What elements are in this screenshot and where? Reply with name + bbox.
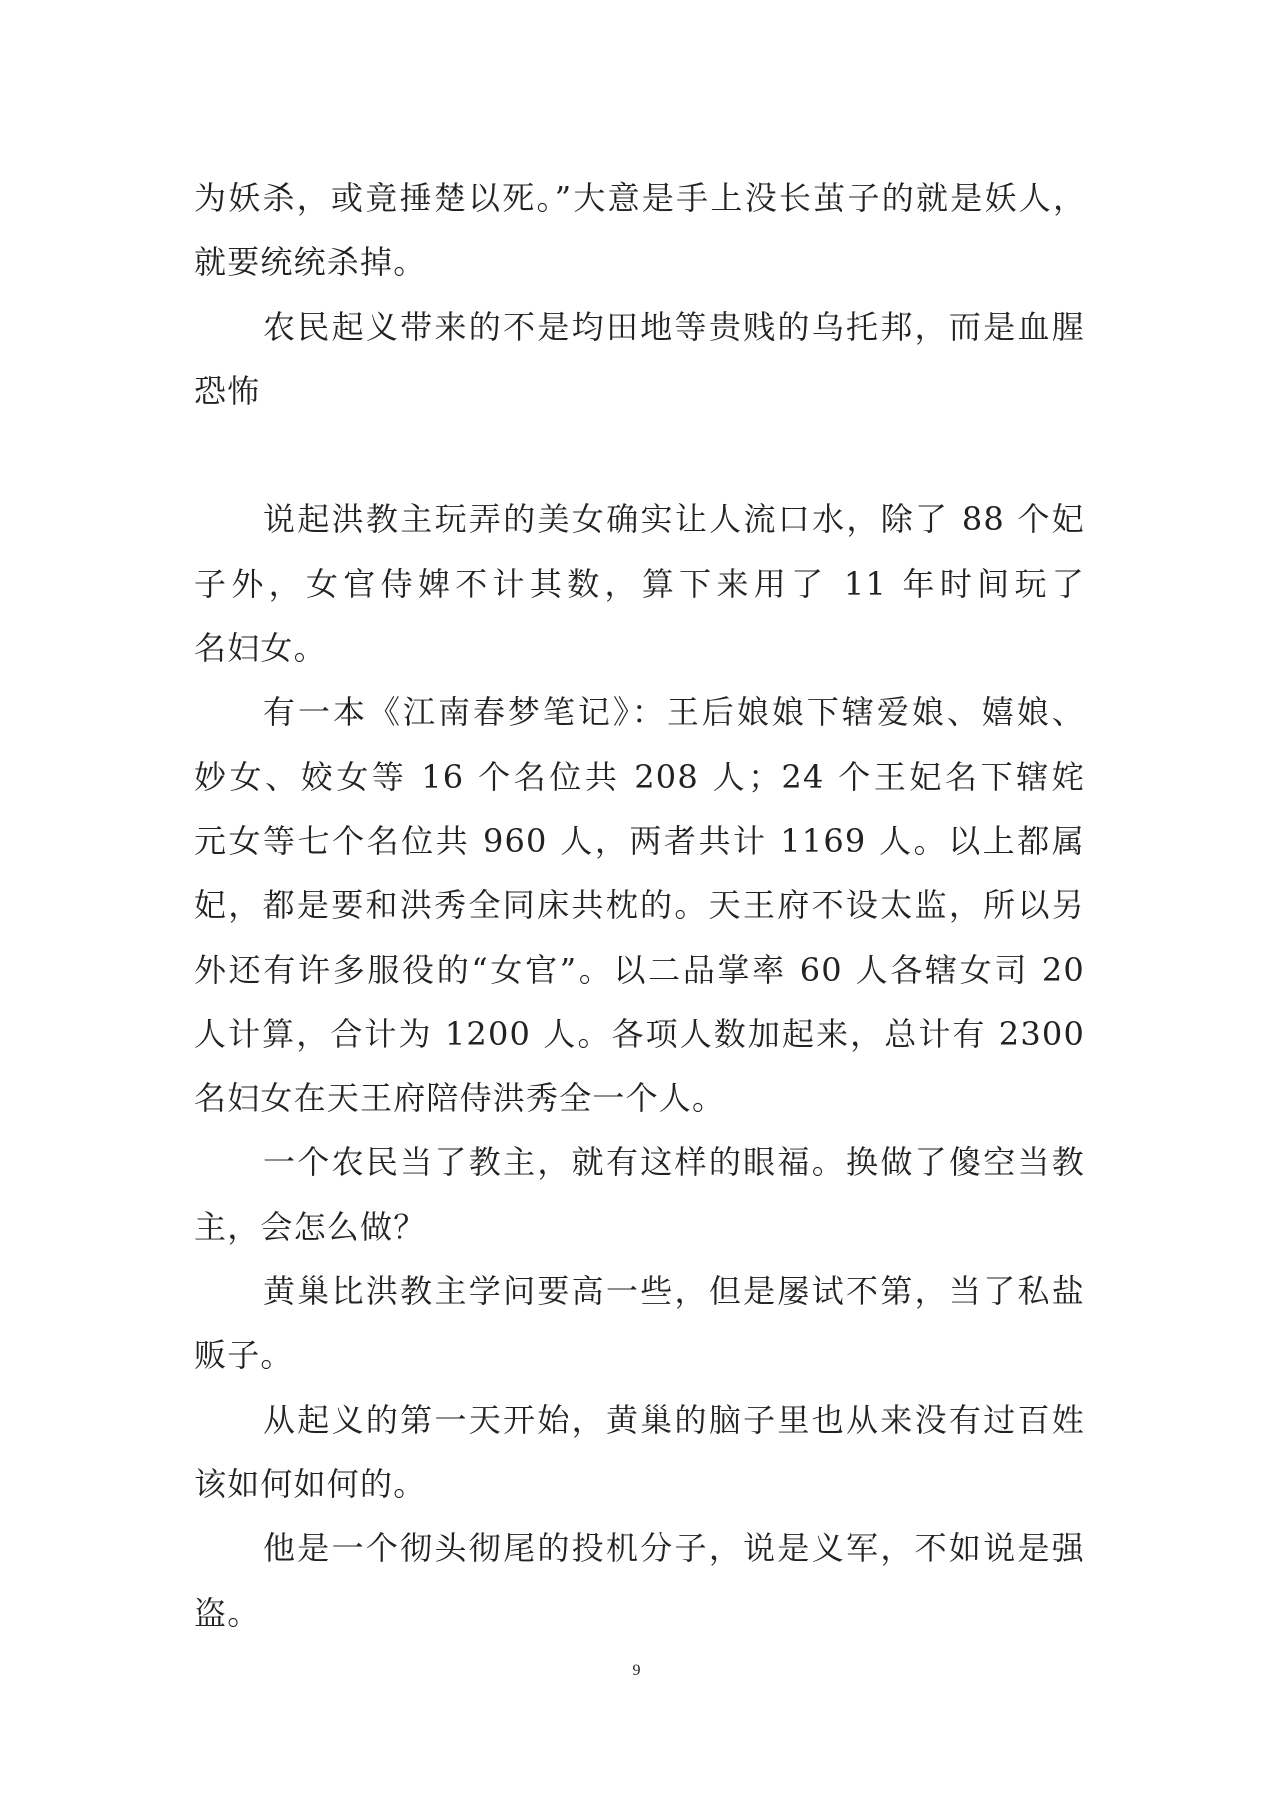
paragraph-line: 贩子。 [194,1336,294,1375]
paragraph [194,487,1085,680]
page-number: 9 [632,1662,641,1679]
paragraph-line: 外还有许多服役的“女官”。以二品掌率 60 人各辖女司 20 [194,950,1085,989]
paragraph [194,1516,1085,1645]
document-body [194,166,1085,1645]
paragraph-line: 为妖杀，或竟捶楚以死。”大意是手上没长茧子的就是妖人， [194,179,1085,217]
paragraph [194,1388,1085,1517]
paragraph-line: 盗。 [194,1593,261,1632]
paragraph-line: 元女等七个名位共 960 人，两者共计 1169 人。以上都属 [194,821,1085,860]
paragraph-line: 妃，都是要和洪秀全同床共枕的。天王府不设太监，所以另 [194,886,1085,925]
paragraph-line: 从起义的第一天开始，黄巢的脑子里也从来没有过百姓 [263,1400,1085,1439]
paragraph-line: 恐怖 [194,371,261,410]
paragraph-line: 妙女、姣女等 16 个名位共 208 人；24 个王妃名下辖姹 [194,757,1085,796]
blank-line [194,423,1085,487]
paragraph [194,680,1085,1130]
paragraph [194,1130,1085,1259]
paragraph-line: 有一本《江南春梦笔记》：王后娘娘下辖爱娘、嬉娘、 [263,693,1085,732]
paragraph-line: 他是一个彻头彻尾的投机分子，说是义军，不如说是强 [263,1529,1085,1568]
paragraph-line: 名妇女。 [194,629,327,668]
paragraph-line: 说起洪教主玩弄的美女确实让人流口水，除了 88 个妃 [263,500,1085,539]
paragraph-line: 名妇女在天王府陪侍洪秀全一个人。 [194,1079,726,1118]
paragraph-line: 该如何如何的。 [194,1464,427,1503]
paragraph-line: 就要统统杀掉。 [194,243,427,282]
paragraph-line: 主，会怎么做？ [194,1207,427,1246]
paragraph-line: 一个农民当了教主，就有这样的眼福。换做了傻空当教 [263,1143,1085,1182]
paragraph-line: 人计算，合计为 1200 人。各项人数加起来，总计有 2300 [194,1014,1085,1053]
paragraph [194,166,1085,295]
paragraph-line: 农民起义带来的不是均田地等贵贱的乌托邦，而是血腥 [263,307,1085,346]
paragraph-line: 黄巢比洪教主学问要高一些，但是屡试不第，当了私盐 [263,1272,1085,1311]
paragraph [194,1259,1085,1388]
paragraph-line: 子外，女官侍婢不计其数，算下来用了 11 年时间玩了 [194,564,1085,603]
paragraph [194,295,1085,424]
